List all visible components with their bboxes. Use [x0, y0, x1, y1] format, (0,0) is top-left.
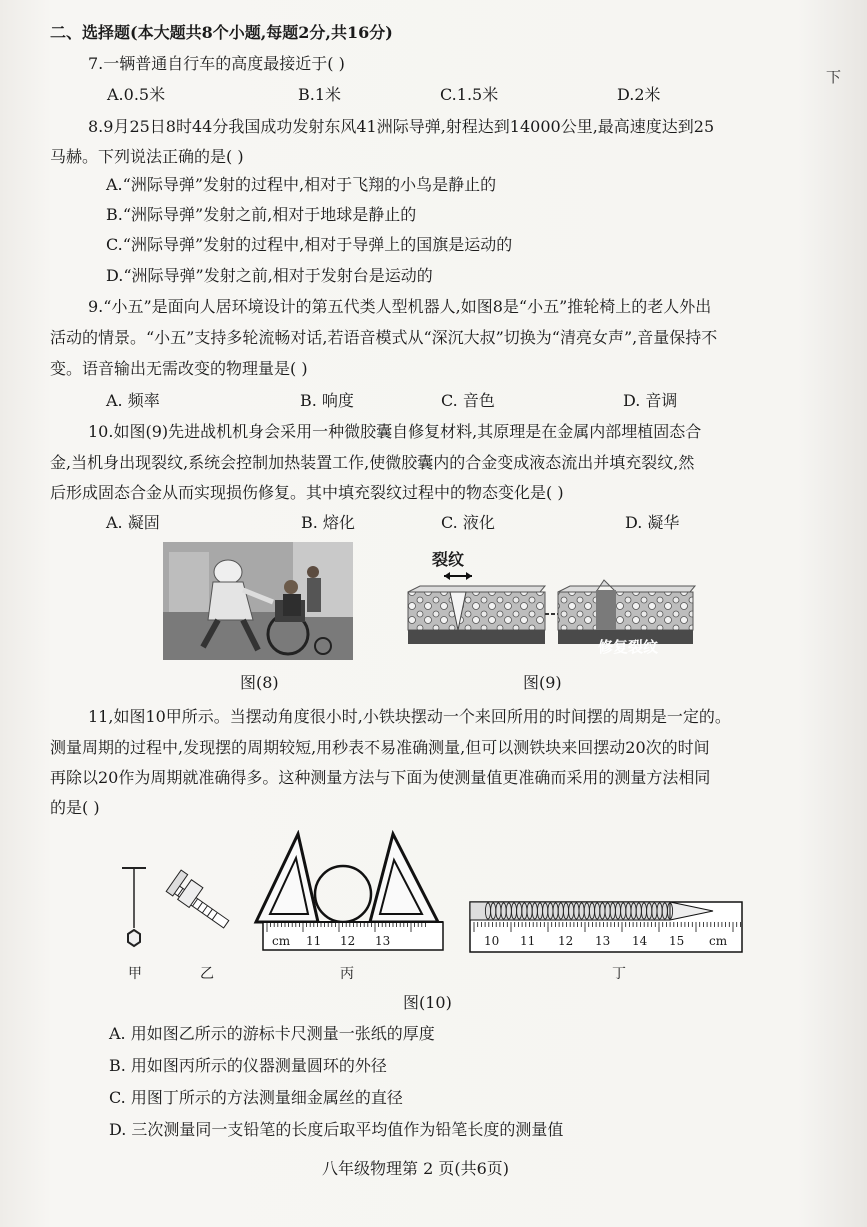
- q9-option-c: C. 音色: [441, 391, 495, 410]
- coil-winding: [491, 903, 496, 919]
- robot-wheelchair-illustration: [163, 542, 353, 660]
- question-11-stem-line-4: 的是( ): [50, 798, 100, 817]
- coil-winding: [610, 903, 615, 919]
- figure-8-photo: [163, 542, 353, 660]
- ruler-bing-tick-11: 11: [306, 934, 322, 948]
- ruler-ding-tick-12: 12: [558, 934, 574, 948]
- coil-winding: [543, 903, 548, 919]
- coil-winding: [485, 903, 490, 919]
- coil-winding: [569, 903, 574, 919]
- q10-option-c: C. 液化: [441, 513, 495, 532]
- ruler-ding-tick-14: 14: [632, 934, 648, 948]
- coil-winding: [626, 903, 631, 919]
- figure-10-label-jia: 甲: [128, 966, 142, 982]
- coil-winding: [548, 903, 553, 919]
- q9-option-b: B. 响度: [300, 391, 354, 410]
- question-10-stem-line-1: 10.如图(9)先进战机机身会采用一种微胶囊自修复材料,其原理是在金属内部埋植固态合: [88, 422, 702, 441]
- coil-winding: [563, 903, 568, 919]
- coil-winding: [631, 903, 636, 919]
- coil-winding: [600, 903, 605, 919]
- margin-fragment: 下: [826, 68, 842, 86]
- question-7-stem: 7.一辆普通自行车的高度最接近于( ): [88, 54, 345, 73]
- coil-winding: [532, 903, 537, 919]
- q11-option-c: C. 用图丁所示的方法测量细金属丝的直径: [109, 1088, 403, 1107]
- coil-winding: [584, 903, 589, 919]
- question-8-stem-line-2: 马赫。下列说法正确的是( ): [50, 147, 244, 166]
- coil-winding: [579, 903, 584, 919]
- figure-9-caption: 图(9): [523, 673, 562, 692]
- q8-option-b: B.“洲际导弹”发射之前,相对于地球是静止的: [106, 205, 417, 224]
- coil-winding: [558, 903, 563, 919]
- coil-winding: [501, 903, 506, 919]
- coil-winding: [667, 903, 672, 919]
- coil-winding: [506, 903, 511, 919]
- ruler-ding-unit: cm: [709, 934, 728, 948]
- coil-winding: [517, 903, 522, 919]
- q7-option-c: C.1.5米: [440, 85, 499, 104]
- coil-winding: [636, 903, 641, 919]
- q10-option-d: D. 凝华: [625, 513, 680, 532]
- figure-10-label-yi: 乙: [200, 966, 214, 982]
- question-11-stem-line-3: 再除以20作为周期就准确得多。这种测量方法与下面为使测量值更准确而采用的测量方法相同: [50, 768, 711, 787]
- figure-10-label-ding: 丁: [612, 966, 626, 982]
- wire-coil: [478, 902, 678, 920]
- coil-winding: [652, 903, 657, 919]
- q11-option-a: A. 用如图乙所示的游标卡尺测量一张纸的厚度: [109, 1024, 435, 1043]
- section-heading: 二、选择题(本大题共8个小题,每题2分,共16分): [50, 23, 393, 42]
- q10-option-a: A. 凝固: [106, 513, 160, 532]
- coil-winding: [527, 903, 532, 919]
- question-8-stem-line-1: 8.9月25日8时44分我国成功发射东风41洲际导弹,射程达到14000公里,最高速度达到25: [88, 117, 715, 136]
- question-11-stem-line-2: 测量周期的过程中,发现摆的周期较短,用秒表不易准确测量,但可以测铁块来回摆动20次的时间: [50, 738, 710, 757]
- coil-winding: [647, 903, 652, 919]
- q8-option-a: A.“洲际导弹”发射的过程中,相对于飞翔的小鸟是静止的: [106, 175, 497, 194]
- q7-option-a: A.0.5米: [107, 85, 166, 104]
- page-footer: 八年级物理第 2 页(共6页): [322, 1159, 510, 1178]
- coil-winding: [595, 903, 600, 919]
- q11-option-b: B. 用如图丙所示的仪器测量圆环的外径: [109, 1056, 387, 1075]
- ruler-ding-tick-11: 11: [520, 934, 536, 948]
- coil-winding: [496, 903, 501, 919]
- question-10-stem-line-2: 金,当机身出现裂纹,系统会控制加热装置工作,使微胶囊内的合金变成液态流出并填充裂纹,然: [50, 453, 695, 472]
- ruler-ding-tick-15: 15: [669, 934, 685, 948]
- coil-winding: [615, 903, 620, 919]
- ruler-ding-tick-13: 13: [595, 934, 611, 948]
- q8-option-c: C.“洲际导弹”发射的过程中,相对于导弹上的国旗是运动的: [106, 235, 513, 254]
- figure-10-label-bing: 丙: [340, 966, 354, 982]
- ruler-bing-tick-13: 13: [375, 934, 391, 948]
- coil-winding: [662, 903, 667, 919]
- coil-winding: [511, 903, 516, 919]
- coil-winding: [621, 903, 626, 919]
- coil-winding: [553, 903, 558, 919]
- question-9-stem-line-3: 变。语音输出无需改变的物理量是( ): [50, 359, 308, 378]
- q9-option-d: D. 音调: [623, 391, 678, 410]
- q10-option-b: B. 熔化: [301, 513, 355, 532]
- figure-8-caption: 图(8): [240, 673, 279, 692]
- coil-winding: [657, 903, 662, 919]
- figure-9-crack-label: 裂纹: [432, 550, 465, 569]
- coil-winding: [605, 903, 610, 919]
- coil-winding: [522, 903, 527, 919]
- q7-option-d: D.2米: [617, 85, 661, 104]
- q9-option-a: A. 频率: [106, 391, 160, 410]
- figure-9-repair-label: 修复裂纹: [598, 638, 659, 656]
- question-9-stem-line-1: 9.“小五”是面向人居环境设计的第五代类人型机器人,如图8是“小五”推轮椅上的老人外出: [88, 297, 712, 316]
- ruler-ding-tick-10: 10: [484, 934, 500, 948]
- ruler-bing-unit: cm: [272, 934, 291, 948]
- coil-winding: [574, 903, 579, 919]
- coil-winding: [641, 903, 646, 919]
- q8-option-d: D.“洲际导弹”发射之前,相对于发射台是运动的: [106, 266, 433, 285]
- q11-option-d: D. 三次测量同一支铅笔的长度后取平均值作为铅笔长度的测量值: [109, 1120, 564, 1139]
- figure-10-caption: 图(10): [403, 993, 452, 1012]
- question-11-stem-line-1: 11,如图10甲所示。当摆动角度很小时,小铁块摆动一个来回所用的时间摆的周期是一定的。: [88, 707, 731, 726]
- coil-winding: [537, 903, 542, 919]
- question-9-stem-line-2: 活动的情景。“小五”支持多轮流畅对话,若语音模式从“深沉大叔”切换为“清亮女声”,音量保持不: [50, 328, 718, 347]
- coil-winding: [589, 903, 594, 919]
- question-10-stem-line-3: 后形成固态合金从而实现损伤修复。其中填充裂纹过程中的物态变化是( ): [50, 483, 564, 502]
- ruler-bing-tick-12: 12: [340, 934, 356, 948]
- q7-option-b: B.1米: [298, 85, 342, 104]
